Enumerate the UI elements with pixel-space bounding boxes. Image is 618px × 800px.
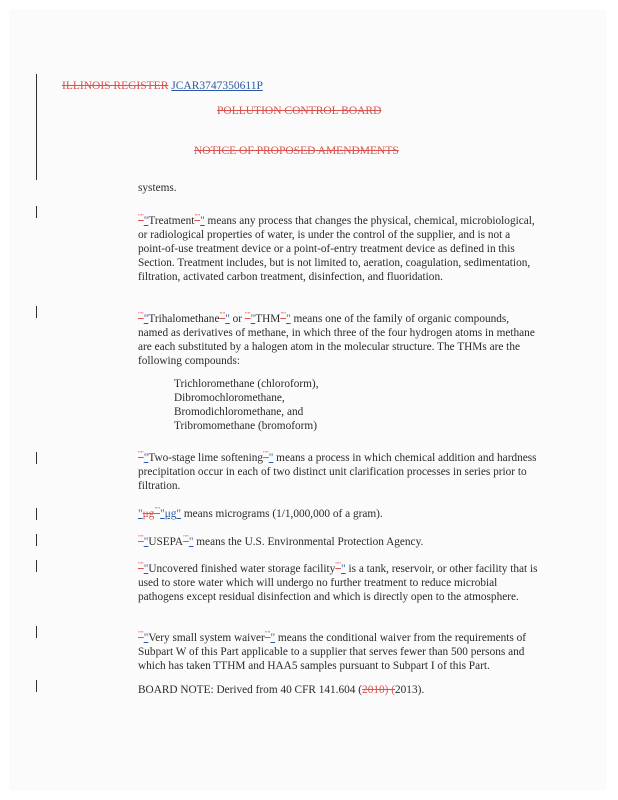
def-usepa: means the U.S. Environmental Protection Agency.	[193, 535, 424, 548]
register-header	[62, 80, 263, 92]
term-thm: THM	[255, 312, 281, 325]
definition-treatment: """Treatment""" means any process that changes the physical, chemical, microbiological, or radiological properties of water, is under the control of the supplier, and is not a point-of-use treatment device or a point-of-entry treatment device as defined in this Section. Treatment includes, but is not limited to, aeration, coagulation, sedimentation, filtration, activated carbon treatment, disinfection, and fluoridation.	[138, 213, 535, 284]
def-small-system-waiver: means the conditional waiver from the requirements of Subpart W of this Part applicable to a supplier that serves fewer than 500 persons and which has taken TTHM and HAA5 samples pursuant to Subpart I of this Part.	[138, 631, 527, 672]
definition-usepa: """USEPA""" means the U.S. Environmental Protection Agency.	[138, 534, 424, 548]
change-bar	[36, 306, 37, 318]
term-trihalomethane: Trihalomethane	[148, 312, 220, 325]
definition-uncovered-storage: """Uncovered finished water storage facility""" is a tank, reservoir, or other facility that is used to store water which will undergo no further treatment to reduce microbial pathogens except residual disinfection and which is directly open to the atmosphere.	[138, 561, 538, 603]
compound-item: Bromodichloromethane, and	[174, 406, 304, 419]
term-small-system-waiver: Very small system waiver	[148, 631, 265, 644]
definition-lime-softening: """Two-stage lime softening""" means a process in which chemical addition and hardness precipitation occur in each of two distinct unit clarification processes in series prior to filtration.	[138, 450, 537, 492]
term-ug-inserted: μg	[164, 507, 177, 520]
def-treatment: means any process that changes the physical, chemical, microbiological, or radiological properties of water, is under the control of the supplier, and is not a point-of-use treatment device or a point-of-entry treatment device as defined in this Section. Treatment includes, but is not limited to, aeration, coagulation, sedimentation, filtration, activated carbon treatment, disinfection, and fluoridation.	[138, 214, 535, 284]
or-word: or	[229, 312, 245, 325]
compound-item: Tribromomethane (bromoform)	[174, 420, 317, 433]
board-note-prefix: BOARD NOTE: Derived from 40 CFR 141.604 (	[138, 684, 363, 696]
change-bar	[36, 508, 37, 520]
change-bar	[36, 560, 37, 572]
register-deleted: ILLINOIS REGISTER	[62, 80, 169, 92]
term-usepa: USEPA	[148, 535, 184, 548]
change-bar	[36, 452, 37, 464]
change-bar	[36, 626, 37, 638]
change-bar	[36, 74, 37, 180]
compound-item: Dibromochloromethane,	[174, 392, 285, 405]
compound-list	[174, 377, 319, 433]
term-ug-deleted: μg	[142, 507, 155, 520]
systems-line: systems.	[138, 182, 177, 194]
def-lime-softening: means a process in which chemical addition and hardness precipitation occur in each of two distinct unit clarification processes in series prior to filtration.	[138, 451, 537, 492]
definition-micrograms: "μg"""μg" means micrograms (1/1,000,000 of a gram).	[138, 506, 383, 520]
board-note-deleted-year: 2010) (	[362, 684, 395, 696]
def-thm: means one of the family of organic compounds, named as derivatives of methane, in which three of the four hydrogen atoms in methane are each substituted by a halogen atom in the molecular structure. The THMs are the following compounds:	[138, 312, 535, 368]
register-inserted: JCAR3747350611P	[171, 80, 263, 92]
term-treatment: Treatment	[148, 214, 195, 227]
definition-thm: """Trihalomethane""" or """THM""" means one of the family of organic compounds, named as derivatives of methane, in which three of the four hydrogen atoms in methane are each substituted by a halogen atom in the molecular structure. The THMs are the following compounds:	[138, 311, 535, 368]
change-bar	[36, 680, 37, 692]
change-bar	[36, 206, 37, 218]
board-note	[138, 683, 538, 697]
board-title: POLLUTION CONTROL BOARD	[217, 105, 382, 117]
change-bar	[36, 534, 37, 546]
def-micrograms: means micrograms (1/1,000,000 of a gram).	[181, 507, 383, 520]
term-lime-softening: Two-stage lime softening	[148, 451, 264, 464]
def-uncovered-storage: is a tank, reservoir, or other facility that is used to store water which will undergo no further treatment to reduce microbial pathogens except residual disinfection and which is directly open to the atmosphere.	[138, 562, 538, 603]
term-uncovered-storage: Uncovered finished water storage facility	[148, 562, 336, 575]
board-note-suffix: 2013).	[395, 684, 425, 696]
compound-item: Trichloromethane (chloroform),	[174, 378, 319, 390]
notice-title: NOTICE OF PROPOSED AMENDMENTS	[194, 145, 399, 157]
definition-small-system-waiver: """Very small system waiver""" means the conditional waiver from the requirements of Subpart W of this Part applicable to a supplier that serves fewer than 500 persons and which has taken TTHM and HAA5 samples pursuant to Subpart I of this Part.	[138, 630, 527, 672]
